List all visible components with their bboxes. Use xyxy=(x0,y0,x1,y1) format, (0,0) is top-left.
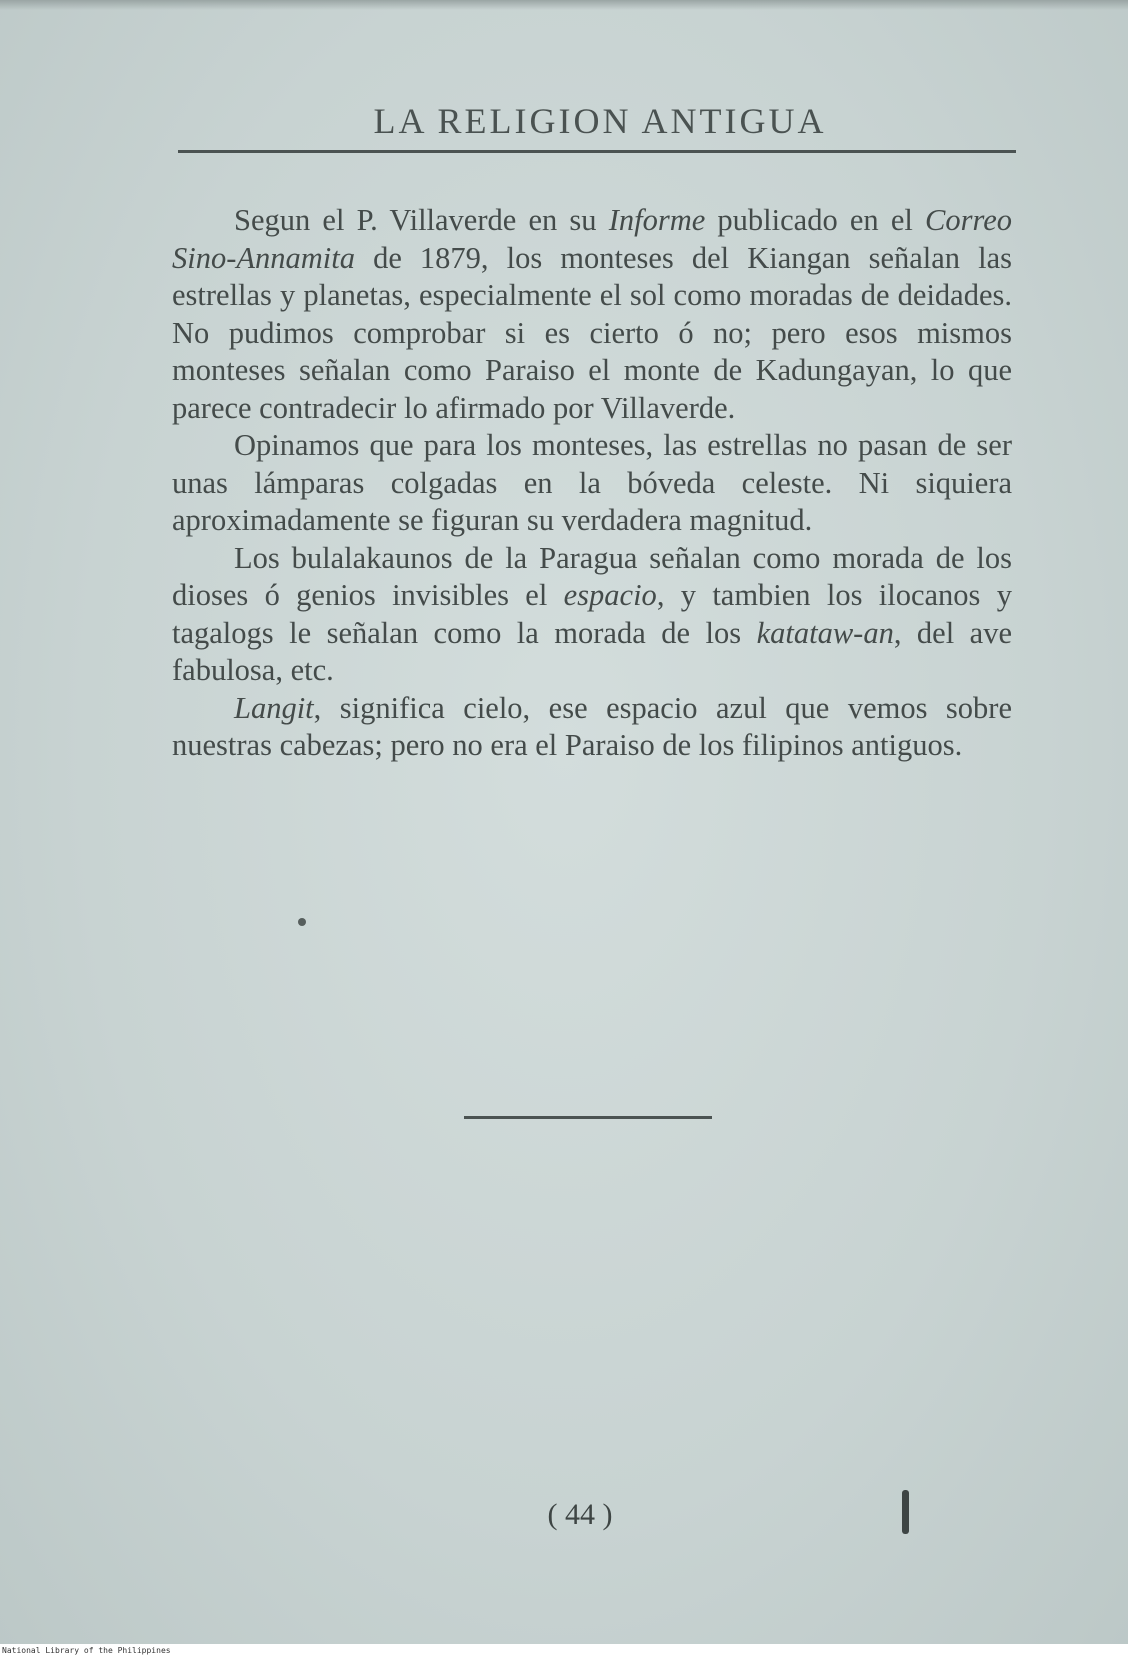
paragraph-1 xyxy=(172,202,1012,427)
section-end-rule xyxy=(464,1116,712,1119)
p3-text-a: Los bulalakaunos de la Paragua señalan como morada de los dioses ó genios invisibles el xyxy=(172,540,1012,612)
p4-text-b: , significa cielo, ese espacio azul que vemos sobre nuestras cabezas; pero no era el Paraiso de los filipinos antiguos. xyxy=(172,690,1012,762)
p3-italic-katatawan: katataw-an xyxy=(756,615,894,650)
scan-credit: National Library of the Philippines xyxy=(0,1644,1128,1658)
p3-text-e: , del ave fabulosa, etc. xyxy=(172,615,1013,687)
p3-text-c: , y tambien los ilocanos y tagalogs le señalan como la morada de los xyxy=(172,578,1012,650)
p1-italic-informe: Informe xyxy=(608,203,706,237)
ink-dot xyxy=(298,918,306,926)
paragraph-3 xyxy=(172,540,1012,690)
p1-italic-correo: Correo Sino-Annamita xyxy=(172,203,1012,275)
header-rule xyxy=(178,150,1016,153)
p1-text-c: publicado en el xyxy=(705,203,925,237)
page-top-edge xyxy=(0,0,1128,10)
p1-text-a: Segun el P. Villaverde en su xyxy=(234,203,609,237)
p4-italic-langit: Langit xyxy=(234,690,314,725)
paragraph-2: Opinamos que para los monteses, las estrellas no pasan de ser unas lámparas colgadas en la bóveda celeste. Ni siquiera aproximadamente se figuran su verdadera magnitud. xyxy=(172,428,1012,537)
ink-smudge xyxy=(902,1490,909,1534)
running-title: LA RELIGION ANTIGUA xyxy=(373,101,827,141)
paragraph-4 xyxy=(172,690,1012,765)
page-number: ( 44 ) xyxy=(547,1498,613,1531)
p3-italic-espacio: espacio xyxy=(563,578,657,612)
p1-text-e: de 1879, los monteses del Kiangan señalan las estrellas y planetas, especialmente el sol como moradas de deidades. No pudimos comprobar si es cierto ó no; pero esos mismos monteses señalan como Paraiso el monte de Kadungayan, lo que parece contradecir lo afirmado por Villaverde. xyxy=(172,240,1012,425)
body-text xyxy=(172,202,1012,765)
